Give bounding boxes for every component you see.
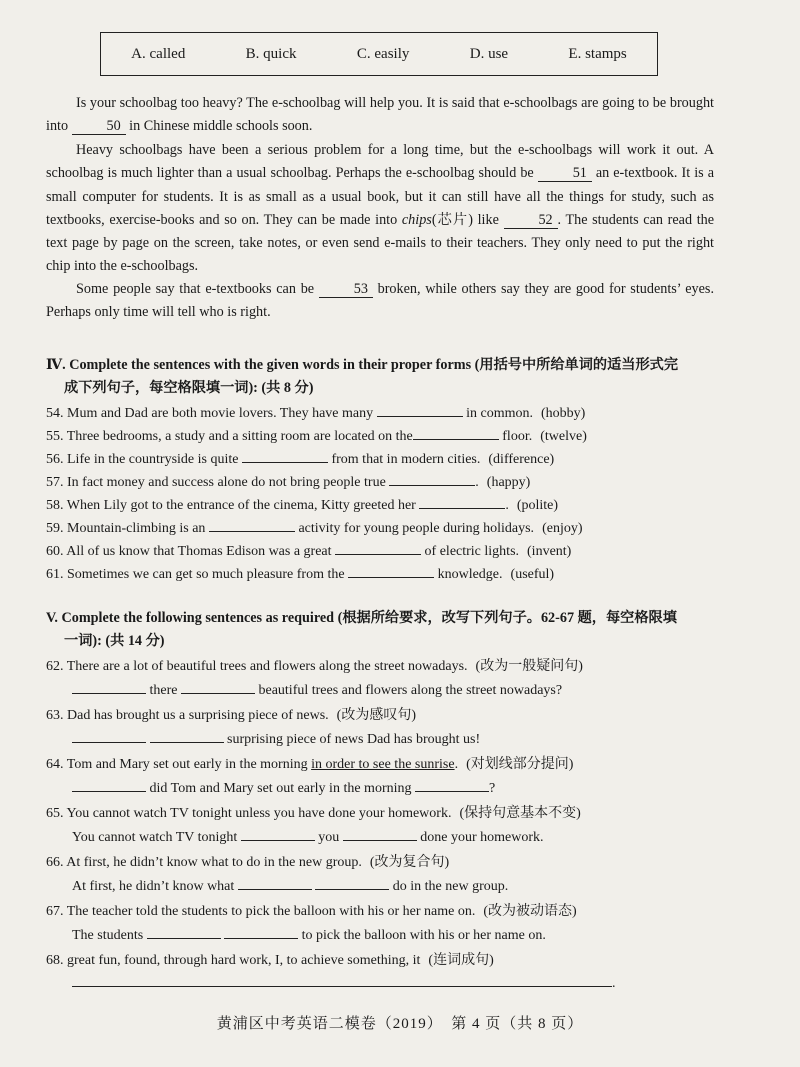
question-63: 63. Dad has brought us a surprising piece of news. (改为感叹句) <box>46 708 416 723</box>
answer-68: . <box>72 972 712 995</box>
question-61: 61. Sometimes we can get so much pleasure from the knowledge. (useful) <box>46 567 555 582</box>
answer-blank[interactable] <box>181 693 255 694</box>
answer-64: did Tom and Mary set out early in the morning ? <box>72 778 712 800</box>
blank-52: 52 <box>504 212 558 229</box>
answer-blank[interactable] <box>415 791 489 792</box>
answer-blank[interactable] <box>224 938 298 939</box>
blank-51: 51 <box>538 165 592 182</box>
section-4-title: Ⅳ. Complete the sentences with the given words in their proper forms (用括号中所给单词的适当形式完 成下列句子，每空格限填一词): (共 8 分) <box>46 357 679 396</box>
question-54: 54. Mum and Dad are both movie lovers. They have many in common. (hobby) <box>46 406 586 421</box>
word-option: E. stamps <box>568 45 627 62</box>
answer-67: The students to pick the balloon with his or her name on. <box>72 928 546 943</box>
answer-blank[interactable] <box>389 485 475 486</box>
question-59: 59. Mountain-climbing is an activity for young people during holidays. (enjoy) <box>46 521 583 536</box>
answer-blank[interactable] <box>343 840 417 841</box>
answer-blank[interactable] <box>72 742 146 743</box>
answer-62: there beautiful trees and flowers along the street nowadays? <box>72 680 712 702</box>
section-5-title: V. Complete the following sentences as required (根据所给要求，改写下列句子。62-67 题，每空格限填 一词): (共 14 分) <box>46 610 677 649</box>
answer-blank[interactable] <box>315 889 389 890</box>
question-65: 65. You cannot watch TV tonight unless you have done your homework. (保持句意基本不变) <box>46 806 581 821</box>
word-option: A. called <box>131 45 186 62</box>
word-option: B. quick <box>245 45 297 62</box>
question-60: 60. All of us know that Thomas Edison was a great of electric lights. (invent) <box>46 544 572 559</box>
question-64: 64. Tom and Mary set out early in the morning in order to see the sunrise. (对划线部分提问) <box>46 757 574 772</box>
answer-blank[interactable] <box>209 531 295 532</box>
answer-blank[interactable] <box>241 840 315 841</box>
question-68: 68. great fun, found, through hard work, I, to achieve something, it (连词成句) <box>46 953 494 968</box>
question-58: 58. When Lily got to the entrance of the cinema, Kitty greeted her . (polite) <box>46 498 559 513</box>
word-option: D. use <box>469 45 509 62</box>
answer-blank[interactable] <box>238 889 312 890</box>
answer-65: You cannot watch TV tonight you done your homework. <box>72 830 544 845</box>
page-footer: 黄浦区中考英语二模卷（2019） 第 4 页（共 8 页） <box>216 1016 584 1032</box>
answer-blank[interactable] <box>150 742 224 743</box>
word-options-box <box>100 32 658 76</box>
answer-blank[interactable] <box>242 462 328 463</box>
answer-66: At first, he didn’t know what do in the new group. <box>72 879 509 894</box>
answer-blank[interactable] <box>72 693 146 694</box>
answer-63: surprising piece of news Dad has brought us! <box>72 729 712 751</box>
answer-blank[interactable] <box>419 508 505 509</box>
answer-line[interactable] <box>72 972 612 987</box>
question-56: 56. Life in the countryside is quite from that in modern cities. (difference) <box>46 452 555 467</box>
answer-blank[interactable] <box>413 439 499 440</box>
answer-blank[interactable] <box>348 577 434 578</box>
answer-blank[interactable] <box>335 554 421 555</box>
question-55: 55. Three bedrooms, a study and a sitting room are located on the floor. (twelve) <box>46 429 587 444</box>
question-62: 62. There are a lot of beautiful trees and flowers along the street nowadays. (改为一般疑问句) <box>46 659 583 674</box>
question-66: 66. At first, he didn’t know what to do in the new group. (改为复合句) <box>46 855 450 870</box>
answer-blank[interactable] <box>377 416 463 417</box>
answer-blank[interactable] <box>147 938 221 939</box>
passage-paragraph-1: Is your schoolbag too heavy? The e-schoolbag will help you. It is said that e-schoolbags are going to be brought into 50 in Chinese middle schools soon. <box>46 95 714 135</box>
question-57: 57. In fact money and success alone do not bring people true . (happy) <box>46 475 531 490</box>
passage-paragraph-3: Some people say that e-textbooks can be 53 broken, while others say they are good for students’ eyes. Perhaps only time will tell who is right. <box>46 281 714 321</box>
question-67: 67. The teacher told the students to pick the balloon with his or her name on. (改为被动语态) <box>46 904 577 919</box>
blank-50: 50 <box>72 118 126 135</box>
answer-blank[interactable] <box>72 791 146 792</box>
blank-53: 53 <box>319 281 373 298</box>
passage-paragraph-2: Heavy schoolbags have been a serious problem for a long time, but the e-schoolbags will work it out. A schoolbag is much lighter than a usual schoolbag. Perhaps the e-schoolbag should be 51 an e-textbook. It is a small computer for students. It is as small as a usual book, but it can still have all the things for study, such as textbooks, exercise-books and so on. They can be made into chips(芯片) like 52 . The students can read the text page by page on the screen, take notes, or even send e-mails to their teachers. They only need to put the right chip into the e-schoolbags. <box>46 142 715 275</box>
word-option: C. easily <box>356 45 410 62</box>
